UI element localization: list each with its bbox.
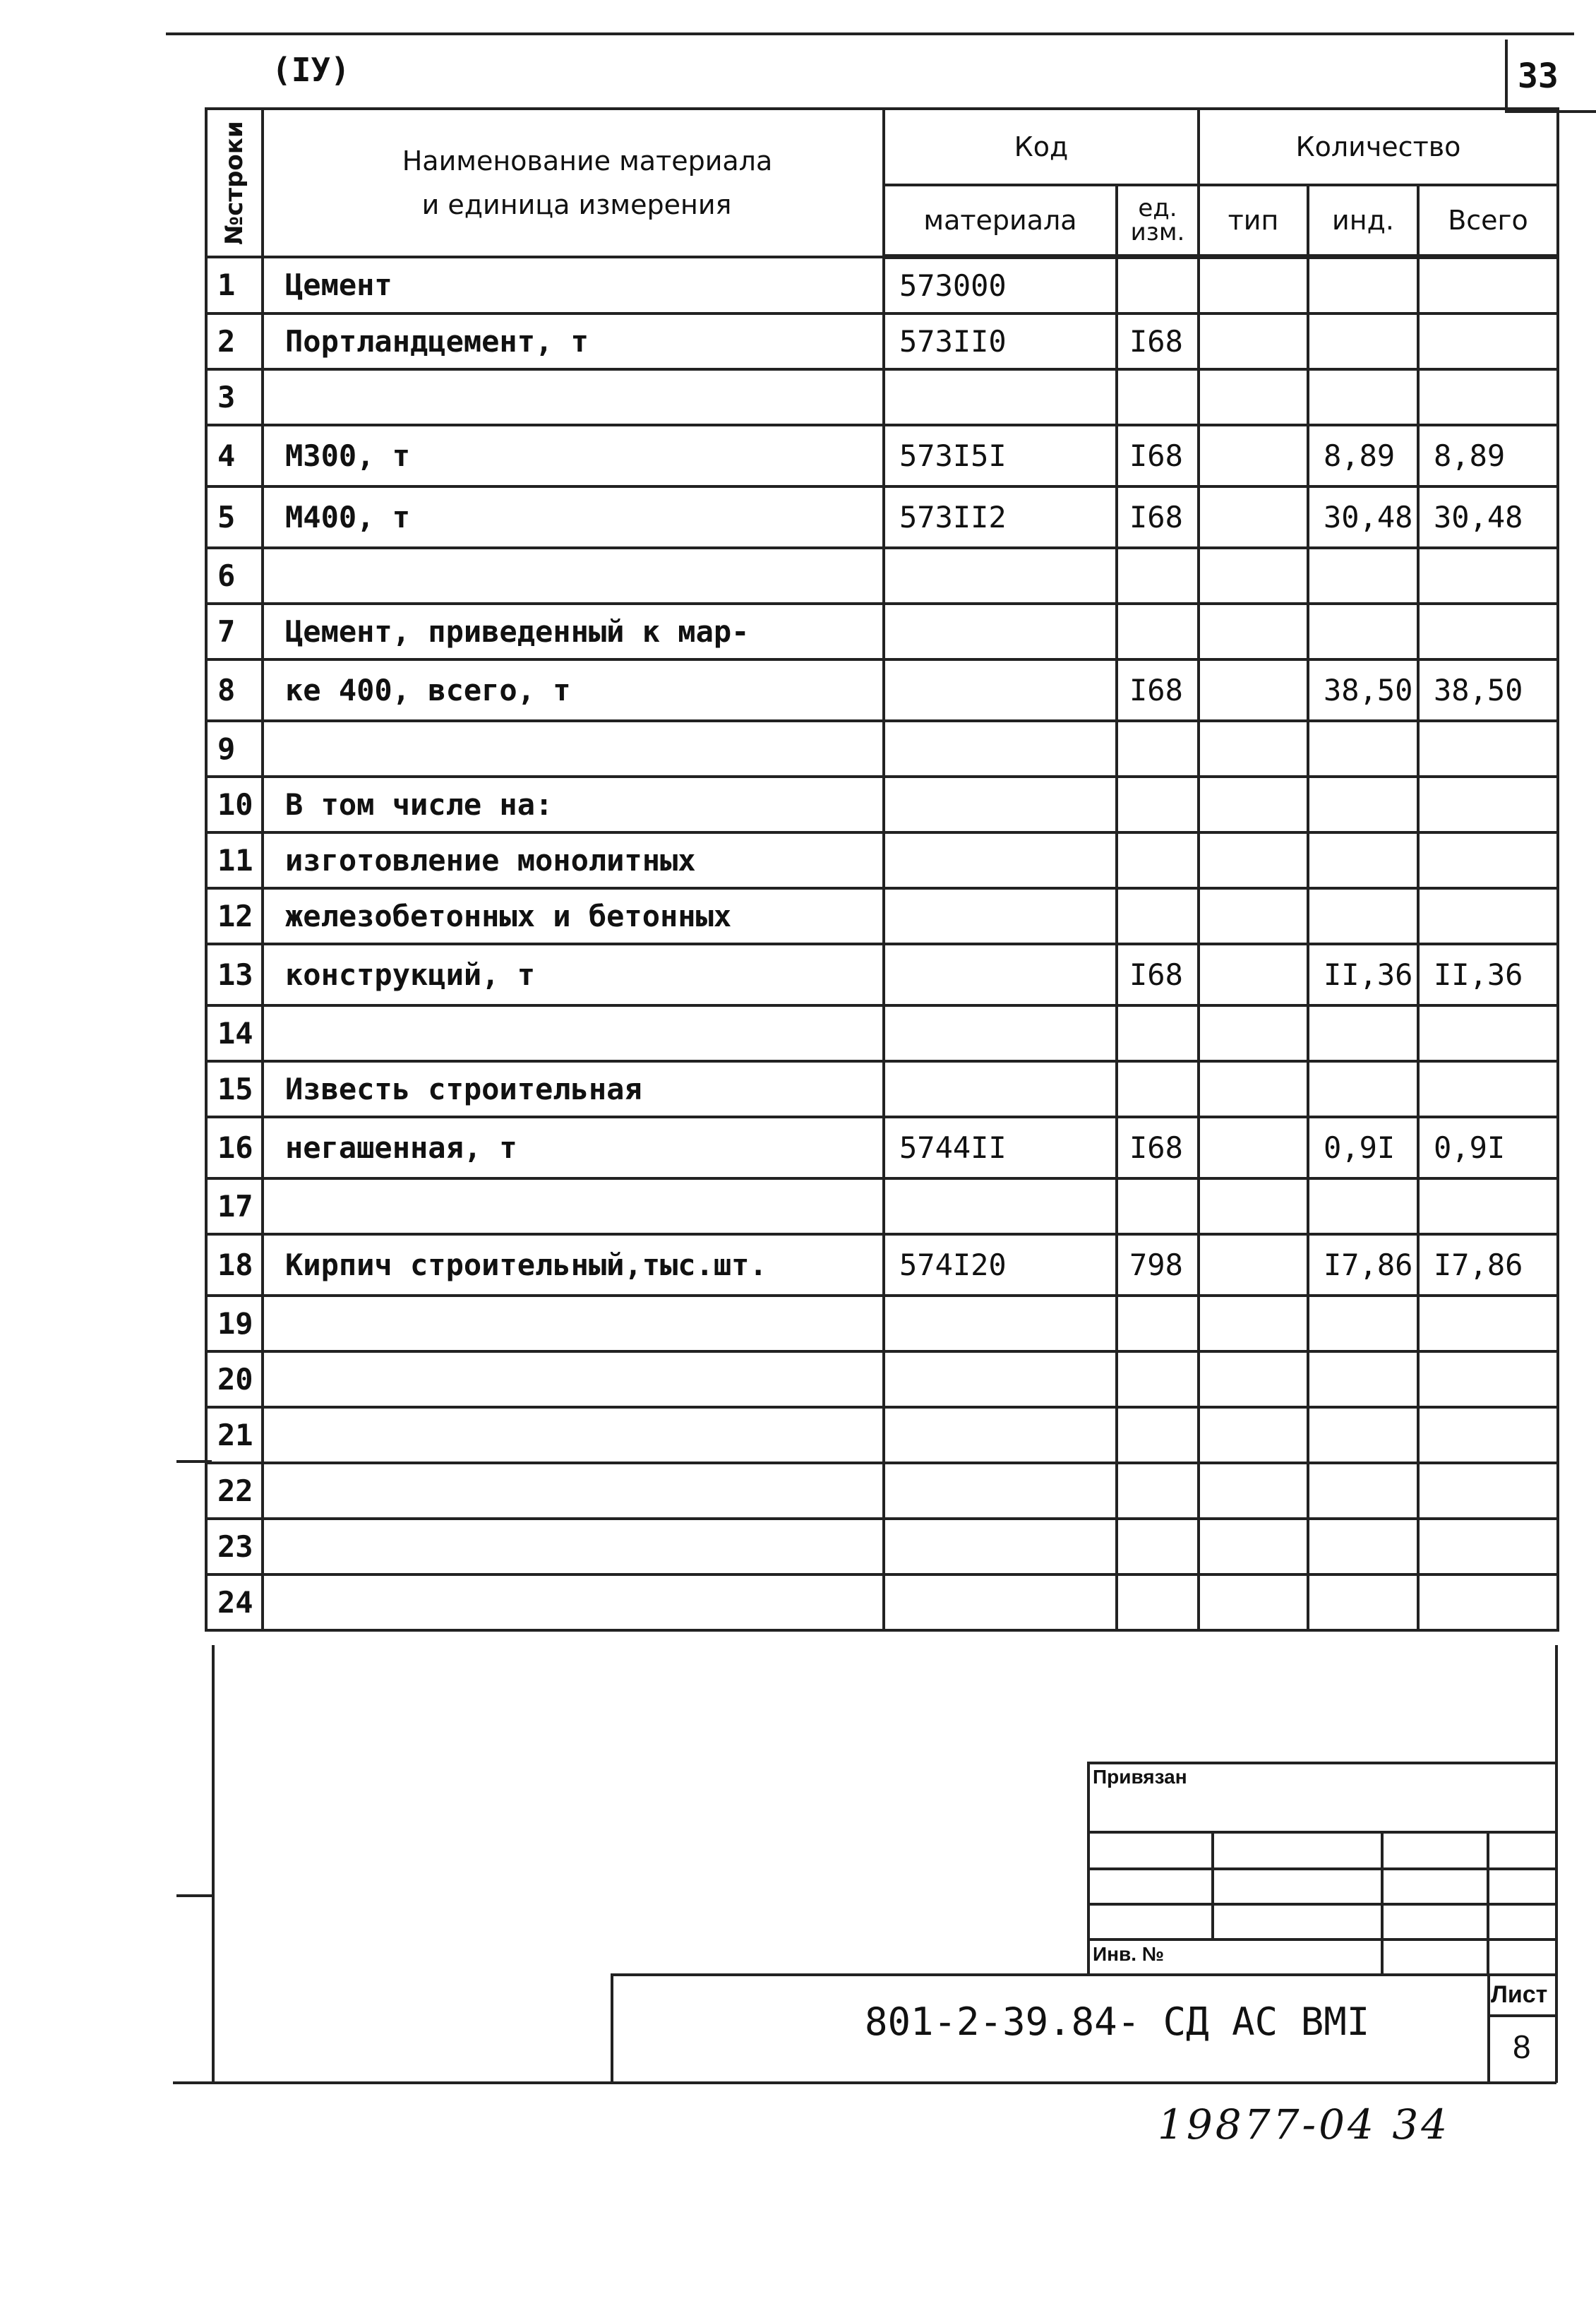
cell-name: Кирпич строительный,тыс.шт.: [263, 1234, 884, 1296]
cell-num: 10: [206, 777, 263, 832]
margin-tick: [176, 1460, 212, 1463]
cell-type: [1199, 1407, 1308, 1463]
cell-unit: I68: [1117, 659, 1199, 721]
cell-type: [1199, 1117, 1308, 1178]
cell-unit: [1117, 257, 1199, 314]
cell-code: [884, 1005, 1117, 1061]
cell-num: 18: [206, 1234, 263, 1296]
table-row: [206, 1296, 1558, 1351]
table-row: [206, 313, 1558, 369]
cell-type: [1199, 1463, 1308, 1519]
cell-type: [1199, 777, 1308, 832]
cell-type: [1199, 721, 1308, 777]
cell-code: [884, 1574, 1117, 1630]
cell-ind: [1308, 1296, 1418, 1351]
table-row: [206, 257, 1558, 314]
cell-num: 2: [206, 313, 263, 369]
table-row: [206, 1005, 1558, 1061]
cell-ind: [1308, 1061, 1418, 1117]
cell-total: [1418, 1005, 1558, 1061]
cell-unit: [1117, 1574, 1199, 1630]
bound-label: Привязан: [1093, 1766, 1187, 1788]
cell-type: [1199, 548, 1308, 604]
cell-code: [884, 944, 1117, 1005]
cell-code: [884, 888, 1117, 944]
table-row: [206, 1463, 1558, 1519]
cell-type: [1199, 1178, 1308, 1234]
cell-ind: 0,9I: [1308, 1117, 1418, 1178]
table-row: [206, 369, 1558, 425]
cell-name: [263, 1005, 884, 1061]
cell-code: [884, 1178, 1117, 1234]
cell-unit: [1117, 832, 1199, 888]
cell-ind: II,36: [1308, 944, 1418, 1005]
table-row: [206, 1061, 1558, 1117]
cell-total: [1418, 1351, 1558, 1407]
cell-ind: 38,50: [1308, 659, 1418, 721]
cell-code: [884, 1061, 1117, 1117]
cell-unit: [1117, 1519, 1199, 1574]
cell-ind: I7,86: [1308, 1234, 1418, 1296]
cell-num: 12: [206, 888, 263, 944]
cell-unit: I68: [1117, 486, 1199, 548]
cell-name: [263, 1463, 884, 1519]
cell-name: Цемент: [263, 257, 884, 314]
cell-unit: [1117, 777, 1199, 832]
left-margin-line: [212, 1645, 215, 2083]
cell-total: [1418, 1407, 1558, 1463]
cell-unit: [1117, 548, 1199, 604]
stamp-line: [1087, 1867, 1555, 1870]
cell-num: 9: [206, 721, 263, 777]
cell-code: [884, 1296, 1117, 1351]
cell-name: [263, 1351, 884, 1407]
section-mark: (IУ): [272, 51, 350, 89]
cell-total: [1418, 369, 1558, 425]
cell-name: Известь строительная: [263, 1061, 884, 1117]
cell-num: 21: [206, 1407, 263, 1463]
cell-num: 15: [206, 1061, 263, 1117]
cell-total: 8,89: [1418, 425, 1558, 486]
table-row: [206, 659, 1558, 721]
document-number: 801-2-39.84- СД АС ВМI: [865, 2000, 1370, 2044]
cell-type: [1199, 486, 1308, 548]
cell-unit: [1117, 1178, 1199, 1234]
cell-unit: [1117, 1061, 1199, 1117]
cell-name: изготовление монолитных: [263, 832, 884, 888]
unit-code-header: ед. изм.: [1117, 185, 1199, 257]
handwritten-note: 19877-04 34: [1158, 2100, 1451, 2148]
cell-unit: [1117, 369, 1199, 425]
stamp-line: [1087, 1938, 1555, 1941]
cell-num: 7: [206, 604, 263, 659]
cell-code: [884, 604, 1117, 659]
table-row: [206, 1351, 1558, 1407]
cell-unit: [1117, 1351, 1199, 1407]
cell-name: [263, 369, 884, 425]
cell-name: [263, 1574, 884, 1630]
cell-total: [1418, 777, 1558, 832]
cell-total: [1418, 1178, 1558, 1234]
table-row: [206, 548, 1558, 604]
cell-num: 11: [206, 832, 263, 888]
code-group-header: Код: [884, 109, 1199, 185]
cell-num: 13: [206, 944, 263, 1005]
cell-ind: [1308, 1351, 1418, 1407]
cell-code: [884, 1519, 1117, 1574]
cell-name: конструкций, т: [263, 944, 884, 1005]
cell-total: [1418, 888, 1558, 944]
cell-code: [884, 721, 1117, 777]
stamp-line: [1087, 1831, 1555, 1834]
cell-name: [263, 548, 884, 604]
cell-code: 573000: [884, 257, 1117, 314]
table-row: [206, 1117, 1558, 1178]
cell-ind: 30,48: [1308, 486, 1418, 548]
cell-total: [1418, 257, 1558, 314]
cell-num: 17: [206, 1178, 263, 1234]
cell-total: [1418, 1574, 1558, 1630]
cell-ind: [1308, 1005, 1418, 1061]
margin-tick: [176, 1894, 212, 1897]
table-row: [206, 832, 1558, 888]
cell-name: Портландцемент, т: [263, 313, 884, 369]
cell-unit: [1117, 1005, 1199, 1061]
cell-total: [1418, 832, 1558, 888]
cell-name: железобетонных и бетонных: [263, 888, 884, 944]
cell-num: 20: [206, 1351, 263, 1407]
cell-ind: [1308, 832, 1418, 888]
cell-type: [1199, 888, 1308, 944]
cell-type: [1199, 832, 1308, 888]
cell-type: [1199, 1005, 1308, 1061]
cell-unit: I68: [1117, 425, 1199, 486]
cell-ind: [1308, 721, 1418, 777]
cell-total: [1418, 1463, 1558, 1519]
stamp-line: [1087, 1762, 1555, 1764]
cell-total: [1418, 548, 1558, 604]
cell-num: 6: [206, 548, 263, 604]
table-row: [206, 1234, 1558, 1296]
cell-ind: [1308, 369, 1418, 425]
cell-code: 573II0: [884, 313, 1117, 369]
cell-total: [1418, 604, 1558, 659]
cell-ind: [1308, 548, 1418, 604]
cell-type: [1199, 425, 1308, 486]
cell-name: [263, 721, 884, 777]
cell-unit: I68: [1117, 1117, 1199, 1178]
binding-stamp: [1087, 1762, 1555, 1973]
cell-unit: I68: [1117, 313, 1199, 369]
cell-unit: [1117, 1296, 1199, 1351]
stamp-line: [1487, 1831, 1489, 1973]
cell-name: ке 400, всего, т: [263, 659, 884, 721]
sheet-number: 8: [1513, 2028, 1531, 2065]
table-row: [206, 604, 1558, 659]
cell-type: [1199, 659, 1308, 721]
cell-unit: I68: [1117, 944, 1199, 1005]
cell-ind: [1308, 1463, 1418, 1519]
cell-ind: [1308, 1574, 1418, 1630]
table-row: [206, 1574, 1558, 1630]
cell-num: 8: [206, 659, 263, 721]
cell-type: [1199, 369, 1308, 425]
cell-name: [263, 1407, 884, 1463]
qty-ind-header: инд.: [1308, 185, 1418, 257]
cell-unit: [1117, 1407, 1199, 1463]
qty-type-header: тип: [1199, 185, 1308, 257]
cell-unit: [1117, 888, 1199, 944]
cell-name: М300, т: [263, 425, 884, 486]
cell-total: 30,48: [1418, 486, 1558, 548]
cell-type: [1199, 1234, 1308, 1296]
cell-type: [1199, 604, 1308, 659]
cell-name: В том числе на:: [263, 777, 884, 832]
cell-type: [1199, 257, 1308, 314]
cell-name: негашенная, т: [263, 1117, 884, 1178]
table-row: [206, 425, 1558, 486]
cell-total: [1418, 1296, 1558, 1351]
materials-table: [205, 107, 1559, 1632]
material-name-header: Наименование материала и единица измерения: [263, 109, 884, 257]
cell-ind: [1308, 604, 1418, 659]
table-row: [206, 1407, 1558, 1463]
material-code-header: материала: [884, 185, 1117, 257]
cell-name: М400, т: [263, 486, 884, 548]
cell-total: [1418, 1519, 1558, 1574]
table-row: [206, 1519, 1558, 1574]
cell-unit: [1117, 1463, 1199, 1519]
cell-total: [1418, 1061, 1558, 1117]
cell-num: 24: [206, 1574, 263, 1630]
cell-num: 4: [206, 425, 263, 486]
cell-num: 16: [206, 1117, 263, 1178]
cell-code: [884, 369, 1117, 425]
cell-ind: 8,89: [1308, 425, 1418, 486]
cell-type: [1199, 1574, 1308, 1630]
cell-unit: [1117, 721, 1199, 777]
cell-ind: [1308, 1178, 1418, 1234]
cell-type: [1199, 944, 1308, 1005]
stamp-line: [1211, 1831, 1214, 1938]
cell-name: Цемент, приведенный к мар-: [263, 604, 884, 659]
row-number-header: №строки: [206, 109, 263, 257]
stamp-line: [1087, 1903, 1555, 1906]
cell-code: 574I20: [884, 1234, 1117, 1296]
cell-num: 19: [206, 1296, 263, 1351]
cell-code: [884, 548, 1117, 604]
cell-num: 5: [206, 486, 263, 548]
cell-name: [263, 1519, 884, 1574]
cell-code: [884, 1407, 1117, 1463]
cell-ind: [1308, 1519, 1418, 1574]
cell-code: [884, 1351, 1117, 1407]
inventory-label: Инв. №: [1093, 1943, 1165, 1965]
page-number: 33: [1518, 56, 1559, 96]
cell-ind: [1308, 888, 1418, 944]
cell-ind: [1308, 777, 1418, 832]
cell-ind: [1308, 257, 1418, 314]
cell-code: [884, 832, 1117, 888]
cell-code: [884, 659, 1117, 721]
cell-code: 573I5I: [884, 425, 1117, 486]
cell-num: 22: [206, 1463, 263, 1519]
cell-num: 1: [206, 257, 263, 314]
cell-code: [884, 1463, 1117, 1519]
cell-type: [1199, 1296, 1308, 1351]
cell-name: [263, 1178, 884, 1234]
cell-ind: [1308, 1407, 1418, 1463]
cell-code: 5744II: [884, 1117, 1117, 1178]
cell-num: 14: [206, 1005, 263, 1061]
cell-name: [263, 1296, 884, 1351]
stamp-line: [1381, 1831, 1384, 1973]
sheet-label: Лист: [1491, 1981, 1548, 2008]
table-row: [206, 944, 1558, 1005]
table-row: [206, 721, 1558, 777]
cell-total: I7,86: [1418, 1234, 1558, 1296]
qty-total-header: Всего: [1418, 185, 1558, 257]
cell-code: [884, 777, 1117, 832]
top-border-line: [166, 32, 1574, 35]
table-row: [206, 1178, 1558, 1234]
cell-num: 3: [206, 369, 263, 425]
cell-type: [1199, 313, 1308, 369]
cell-num: 23: [206, 1519, 263, 1574]
cell-type: [1199, 1519, 1308, 1574]
cell-type: [1199, 1061, 1308, 1117]
table-row: [206, 486, 1558, 548]
cell-unit: 798: [1117, 1234, 1199, 1296]
cell-total: II,36: [1418, 944, 1558, 1005]
table-row: [206, 777, 1558, 832]
quantity-group-header: Количество: [1199, 109, 1558, 185]
cell-total: [1418, 313, 1558, 369]
cell-total: 0,9I: [1418, 1117, 1558, 1178]
cell-unit: [1117, 604, 1199, 659]
cell-type: [1199, 1351, 1308, 1407]
table-row: [206, 888, 1558, 944]
cell-total: 38,50: [1418, 659, 1558, 721]
cell-code: 573II2: [884, 486, 1117, 548]
cell-ind: [1308, 313, 1418, 369]
cell-total: [1418, 721, 1558, 777]
